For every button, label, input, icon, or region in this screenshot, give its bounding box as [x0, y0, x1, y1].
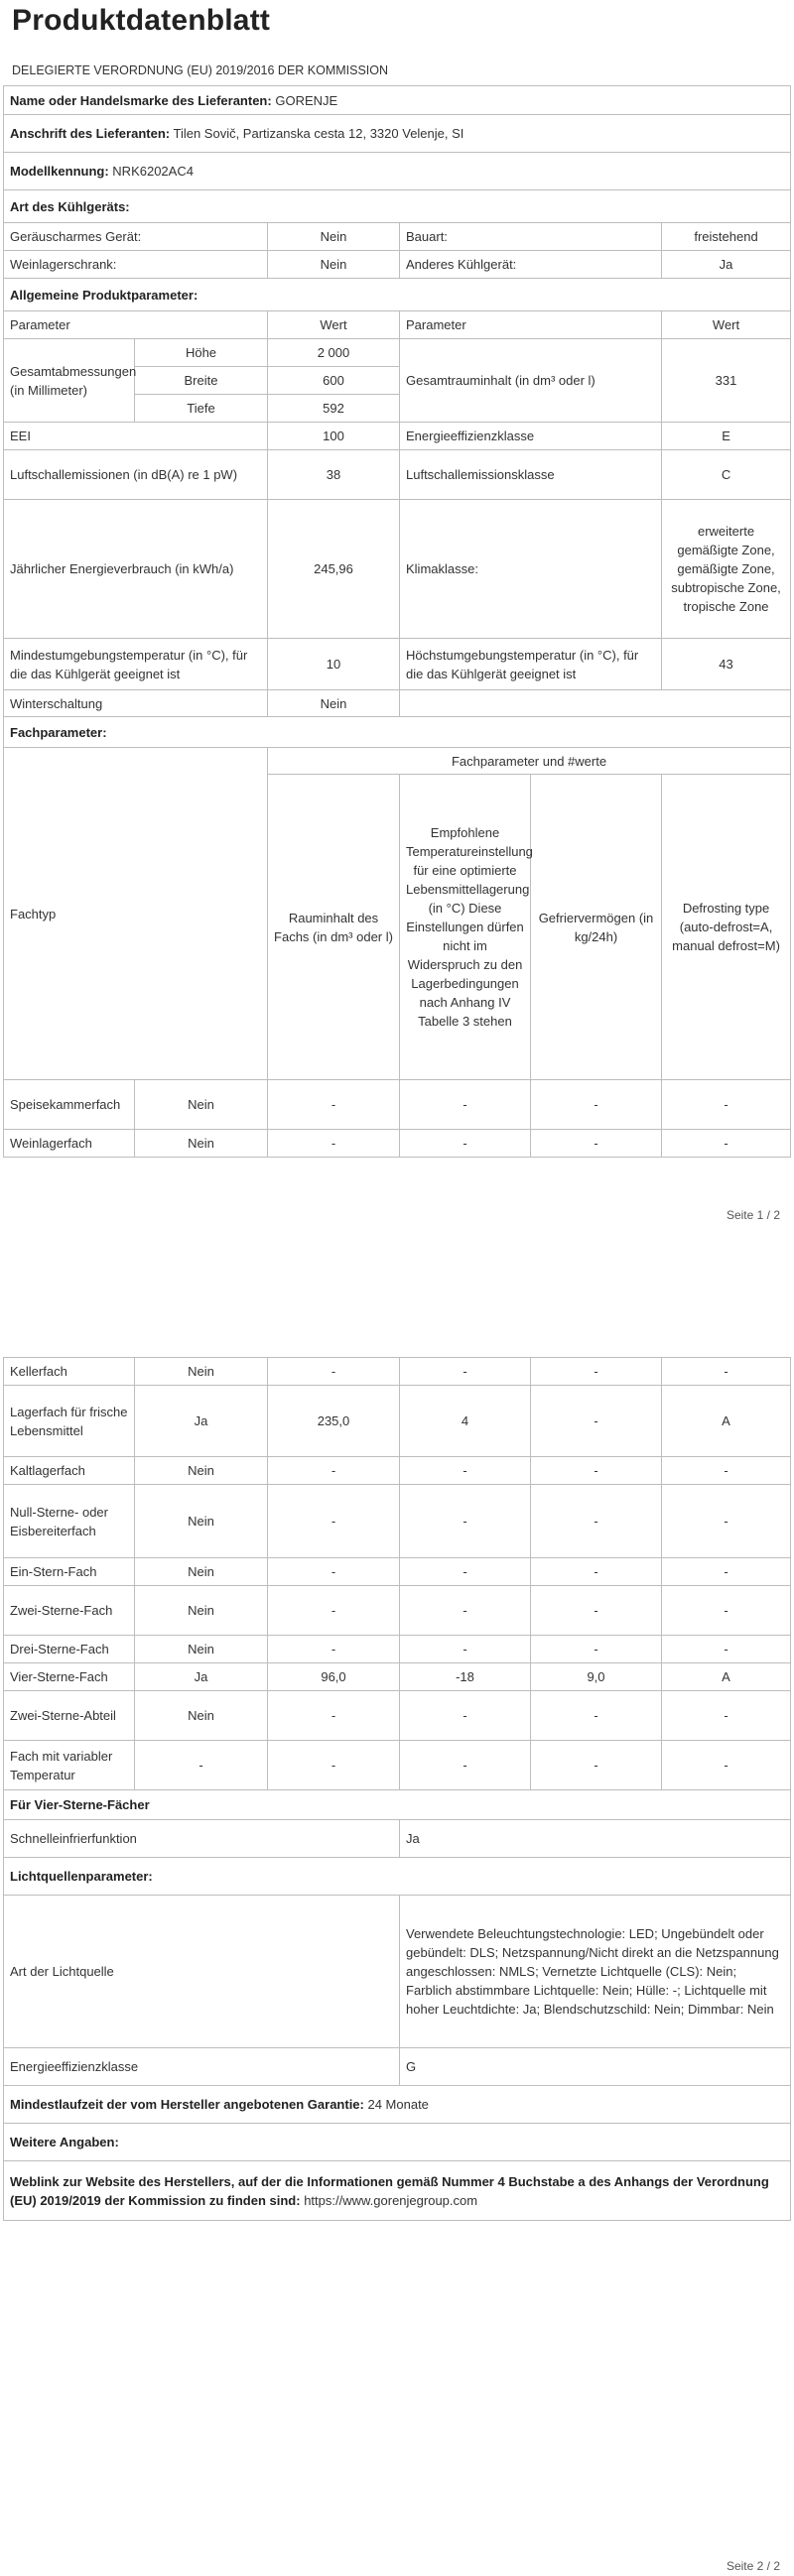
- table-row: Weinlagerfach Nein - - - -: [4, 1130, 791, 1158]
- guarantee-row: Mindestlaufzeit der vom Hersteller angebotenen Garantie: 24 Monate: [4, 2086, 791, 2124]
- general-parameters-heading: Allgemeine Produktparameter:: [4, 279, 791, 311]
- dimensions-label: Gesamtabmessungen (in Millimeter): [4, 339, 135, 423]
- table-row: Fach mit variabler Temperatur - - - - -: [4, 1741, 791, 1790]
- page-number-1: Seite 1 / 2: [726, 1208, 780, 1222]
- table-row: Ein-Stern-Fach Nein - - - -: [4, 1558, 791, 1586]
- table-row: Lagerfach für frische Lebensmittel Ja 235,0 4 - A: [4, 1386, 791, 1457]
- table-row: Kaltlagerfach Nein - - - -: [4, 1457, 791, 1485]
- compartment-parameters-heading: Fachparameter:: [4, 717, 791, 748]
- light-source-description: Verwendete Beleuchtungstechnologie: LED; Ungebündelt oder gebündelt: DLS; Netzspannung/Nicht direkt an die Netzspannung angeschlossen: NMLS; Vernetzte Lichtquelle (CLS): Nein; Farblich abstimmbare Lichtquelle: Nein; Hülle: -; Lichtquelle mit hoher Leuchtdichte: Ja; Blendschutzschild: Nein; Dimmbar: Nein: [400, 1896, 791, 2048]
- product-data-table-page-1: Name oder Handelsmarke des Lieferanten: GORENJE Anschrift des Lieferanten: Tilen Sovič, Partizanska cesta 12, 3320 Velenje, SI Modellkennung: NRK6202AC4 Art des Kühlgeräts: Geräuscharmes Gerät: Nein Bauart: freistehend Weinlagerschrank: Nein Anderes Kühlgerät: Ja Allgemeine Produktparameter: Parameter Wert Parameter Wert Gesamtabmessungen (in Millimeter) Höhe 2 000 Gesamtrauminhalt (in dm³ oder l) 331 Breite 600 Tiefe 592 EEI 100 Energieeffizienzklasse E Luftschallemissionen (in dB(A) re 1 pW) 38 Luftschallemissionsklasse C Jährlicher Energieverbrauch (in kWh/a) 245,96 Klimaklasse: erweiterte gemäßigte Zone, gemäßigte Zone, subtropische Zone, tropische Zone Mindestumgebungstemperatur (in °C), für die das Kühlgerät geeignet ist 10 Höchstumgebungstemperatur (in °C), für die das Kühlgerät geeignet ist 43 Winterschaltung Nein Fachparameter: Fachtyp Fachparameter und #werte Rauminhalt des Fachs (in dm³ oder l) Empfohlene Temperatureinstellung für eine optimierte Lebensmittellagerung (in °C) Diese Einstellungen dürfen nicht im Widerspruch zu den Lagerbedingungen nach Anhang IV Tabelle 3 stehen Gefriervermögen (in kg/24h) Defrosting type (auto-defrost=A, manual defrost=M) Speisekammerfach Nein - - - - Weinlagerfach Nein - - - -: [3, 85, 791, 1158]
- page-number-2: Seite 2 / 2: [726, 2559, 780, 2573]
- weblink-row: Weblink zur Website des Herstellers, auf der die Informationen gemäß Nummer 4 Buchstabe a des Anhangs der Verordnung (EU) 2019/2019 der Kommission zu finden sind: https://www.gorenjegroup.com: [4, 2161, 791, 2221]
- appliance-type-heading: Art des Kühlgeräts:: [4, 190, 791, 223]
- table-row: Speisekammerfach Nein - - - -: [4, 1080, 791, 1130]
- product-data-table-page-2: Kellerfach Nein - - - - Lagerfach für frische Lebensmittel Ja 235,0 4 - A Kaltlagerfach Nein - - - - Null-Sterne- oder Eisbereiterfach Nein - - - - Ein-Stern-Fach Nein - - - - Zwei-Sterne-Fach Nein - - - - Drei-Sterne-Fach Nein - - - - Vier-Sterne-Fach Ja 96,0 -18 9,0 A Zwei-Sterne-Abteil Nein - - - - Fach mit variabler Temperatur - - - - - Für Vier-Sterne-Fächer Schnelleinfrierfunktion Ja Lichtquellenparameter: Art der Lichtquelle Verwendete Beleuchtungstechnologie: LED; Ungebündelt oder gebündelt: DLS; Netzspannung/Nicht direkt an die Netzspannung angeschlossen: NMLS; Vernetzte Lichtquelle (CLS): Nein; Farblich abstimmbare Lichtquelle: Nein; Hülle: -; Lichtquelle mit hoher Leuchtdichte: Ja; Blendschutzschild: Nein; Dimmbar: Nein Energieeffizienzklasse G Mindestlaufzeit der vom Hersteller angebotenen Garantie: 24 Monate Weitere Angaben: Weblink zur Website des Herstellers, auf der die Informationen gemäß Nummer 4 Buchstabe a des Anhangs der Verordnung (EU) 2019/2019 der Kommission zu finden sind: https://www.gorenjegroup.com: [3, 1357, 791, 2221]
- regulation-subtitle: DELEGIERTE VERORDNUNG (EU) 2019/2016 DER KOMMISSION: [12, 63, 389, 77]
- supplier-name-row: Name oder Handelsmarke des Lieferanten: GORENJE: [4, 86, 791, 115]
- light-source-heading: Lichtquellenparameter:: [4, 1858, 791, 1896]
- table-row: Zwei-Sterne-Abteil Nein - - - -: [4, 1691, 791, 1741]
- table-row: Kellerfach Nein - - - -: [4, 1358, 791, 1386]
- page-title: Produktdatenblatt: [12, 4, 271, 37]
- table-row: Vier-Sterne-Fach Ja 96,0 -18 9,0 A: [4, 1663, 791, 1691]
- four-star-heading: Für Vier-Sterne-Fächer: [4, 1790, 791, 1820]
- table-row: Zwei-Sterne-Fach Nein - - - -: [4, 1586, 791, 1636]
- table-row: Null-Sterne- oder Eisbereiterfach Nein - - - -: [4, 1485, 791, 1558]
- model-row: Modellkennung: NRK6202AC4: [4, 153, 791, 190]
- manufacturer-weblink[interactable]: https://www.gorenjegroup.com: [304, 2192, 478, 2208]
- supplier-address-row: Anschrift des Lieferanten: Tilen Sovič, Partizanska cesta 12, 3320 Velenje, SI: [4, 115, 791, 153]
- further-info-heading: Weitere Angaben:: [4, 2124, 791, 2161]
- table-row: Drei-Sterne-Fach Nein - - - -: [4, 1636, 791, 1663]
- compartment-type-header: Fachtyp: [4, 748, 268, 1080]
